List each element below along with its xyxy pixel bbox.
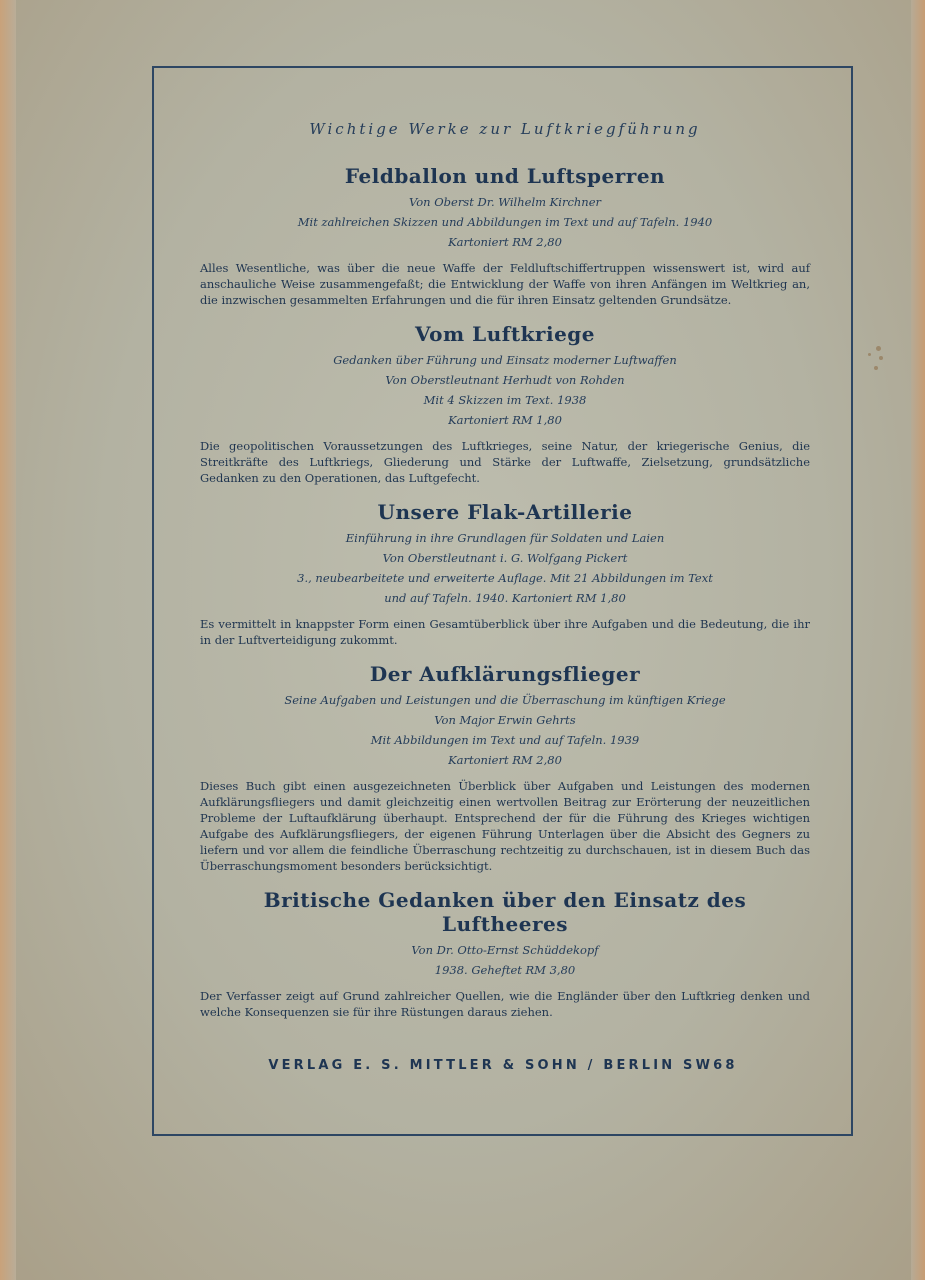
book-author: Von Oberst Dr. Wilhelm Kirchner xyxy=(408,195,602,209)
book-author: Von Major Erwin Gehrts xyxy=(434,713,576,727)
book-title: Der Aufklärungsflieger xyxy=(369,662,641,686)
book-title: Feldballon und Luftsperren xyxy=(344,164,666,188)
book-author: Von Dr. Otto-Ernst Schüddekopf xyxy=(411,943,599,957)
book-author: Von Oberstleutnant i. G. Wolfgang Pickert xyxy=(382,551,628,565)
book-price: Kartoniert RM 2,80 xyxy=(448,235,562,249)
book-subtitle: Seine Aufgaben und Leistungen und die Überraschung im künftigen Kriege xyxy=(284,693,726,707)
book-title: Britische Gedanken über den Einsatz des Luftheeres xyxy=(263,888,747,936)
book-description: Die geopolitischen Voraussetzungen des Luftkrieges, seine Natur, der kriegerische Genius, die Streitkräfte des Luftkriegs, Gliederung und Stärke der Luftwaffe, Zielsetzung, grundsätzliche Gedanken zu den Operationen, das Luftgefecht. xyxy=(200,439,810,485)
page-heading: Wichtige Werke zur Luftkriegführung xyxy=(309,120,701,138)
book-list xyxy=(200,120,810,1034)
book-price: Kartoniert RM 2,80 xyxy=(448,753,562,767)
book-subtitle: Einführung in ihre Grundlagen für Soldaten und Laien xyxy=(345,531,665,545)
foxing-spot xyxy=(868,353,871,356)
book-entry-britische-gedanken xyxy=(200,888,810,1020)
book-title: Unsere Flak-Artillerie xyxy=(377,500,633,524)
book-title: Vom Luftkriege xyxy=(414,322,596,346)
book-entry-vom-luftkriege xyxy=(200,322,810,486)
publisher-imprint: VERLAG E. S. MITTLER & SOHN / BERLIN SW68 xyxy=(268,1058,738,1073)
foxing-spot xyxy=(874,366,878,370)
book-price: 1938. Geheftet RM 3,80 xyxy=(434,963,576,977)
book-entry-feldballon xyxy=(200,164,810,308)
foxing-spot xyxy=(876,346,881,351)
book-description: Alles Wesentliche, was über die neue Waffe der Feldluftschiffertruppen wissenswert ist, wird auf anschauliche Weise zusammengefaßt; die Entwicklung der Waffe von ihren Anfängen im Weltkrieg an, die inzwischen gesammelten Erfahrungen und die für ihren Einsatz geltenden Grundsätze. xyxy=(200,261,810,307)
book-description: Es vermittelt in knappster Form einen Gesamtüberblick über ihre Aufgaben und die Bedeutung, die ihr in der Luftverteidigung zukommt. xyxy=(200,617,810,647)
book-subtitle: Gedanken über Führung und Einsatz moderner Luftwaffen xyxy=(333,353,677,367)
book-details: 3., neubearbeitete und erweiterte Auflage. Mit 21 Abbildungen im Text xyxy=(297,571,713,585)
book-details: Mit Abbildungen im Text und auf Tafeln. 1939 xyxy=(370,733,640,747)
cover-edge-right xyxy=(911,0,925,1280)
book-entry-aufklaerungsflieger xyxy=(200,662,810,874)
book-price: und auf Tafeln. 1940. Kartoniert RM 1,80 xyxy=(384,591,626,605)
cover-edge-left xyxy=(0,0,16,1280)
book-author: Von Oberstleutnant Herhudt von Rohden xyxy=(385,373,625,387)
foxing-spot xyxy=(879,356,883,360)
book-price: Kartoniert RM 1,80 xyxy=(448,413,562,427)
book-description: Dieses Buch gibt einen ausgezeichneten Überblick über Aufgaben und Leistungen des modernen Aufklärungsfliegers und damit gleichzeitig einen wertvollen Beitrag zur Erörterung der neuzeitlichen Probleme der Luftaufklärung überhaupt. Entsprechend der für die Führung des Krieges wichtigen Aufgabe des Aufklärungsfliegers, der eigenen Führung Unterlagen über die Absicht des Gegners zu liefern und vor allem die feindliche Überraschung rechtzeitig zu durchschauen, ist in diesem Buch das Überraschungsmoment besonders berücksichtigt. xyxy=(200,779,810,873)
book-details: Mit zahlreichen Skizzen und Abbildungen im Text und auf Tafeln. 1940 xyxy=(297,215,713,229)
book-description: Der Verfasser zeigt auf Grund zahlreicher Quellen, wie die Engländer über den Luftkrieg denken und welche Konsequenzen sie für ihre Rüstungen daraus ziehen. xyxy=(200,989,810,1019)
book-details: Mit 4 Skizzen im Text. 1938 xyxy=(423,393,587,407)
book-entry-flak-artillerie xyxy=(200,500,810,648)
